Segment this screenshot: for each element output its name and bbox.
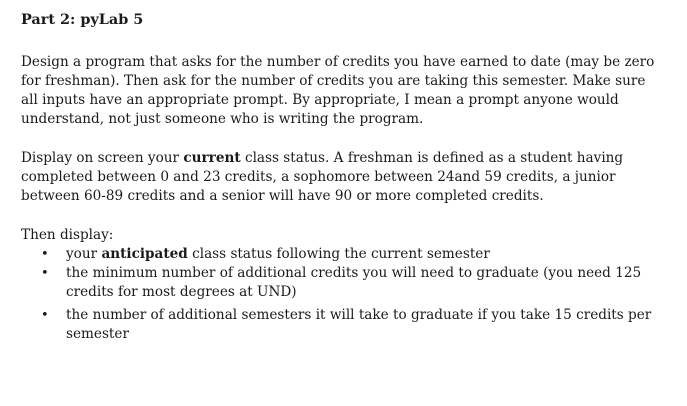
page-title: Part 2: pyLab 5 (21, 11, 144, 28)
instructions-paragraph: Design a program that asks for the number of credits you have earned to date (may be zero for freshman). Then ask for the number of credits you are taking this semester. Make sure all inputs have an appropriate prompt. By appropriate, I mean a prompt anyone would understand, not just someone who is writing the program. (21, 54, 655, 127)
bullet-icon: • (41, 308, 49, 323)
list-item-text: your (66, 246, 102, 262)
document-page (21, 10, 661, 344)
paragraph-text: Display on screen your (21, 150, 184, 166)
list-item (21, 306, 661, 344)
paragraph-text: class status. A freshman is defined as a student having completed between 0 and 23 credits, a sophomore between 24and 59 credits, a junior between 60-89 credits and a senior will have 90 or more completed credits. (21, 150, 624, 204)
then-display-heading: Then display: (21, 227, 114, 243)
list-item-text: class status following the current semester (187, 246, 490, 262)
class-status-paragraph (21, 149, 661, 206)
list-item (21, 245, 661, 264)
list-item (21, 264, 661, 302)
requirements-list (21, 245, 661, 344)
emphasis-anticipated: anticipated (101, 246, 188, 262)
list-item-text: the minimum number of additional credits you will need to graduate (you need 125 credits for most degrees at UND) (66, 265, 642, 300)
bullet-icon: • (41, 266, 49, 281)
bullet-icon: • (41, 247, 49, 262)
list-item-text: the number of additional semesters it will take to graduate if you take 15 credits per semester (66, 307, 652, 342)
emphasis-current: current (183, 150, 241, 166)
